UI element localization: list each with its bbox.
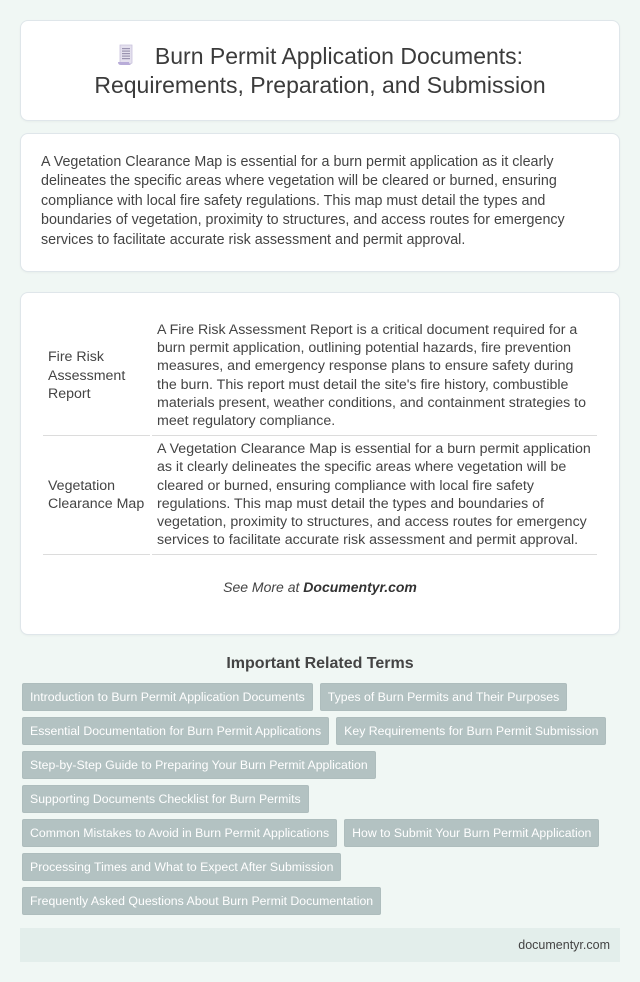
document-name: Fire Risk Assessment Report xyxy=(43,317,150,436)
footer-site-link[interactable]: documentyr.com xyxy=(518,938,610,952)
related-term-tag[interactable]: Frequently Asked Questions About Burn Permit Documentation xyxy=(22,887,381,915)
related-term-tag[interactable]: Processing Times and What to Expect After Submission xyxy=(22,853,341,881)
document-description: A Vegetation Clearance Map is essential for a burn permit application as it clearly delineates the specific areas where vegetation will be cleared or burned, ensuring compliance with local fire safety regulations. This map must detail the types and boundaries of vegetation, proximity to structures, and access routes for emergency services to facilitate accurate risk assessment and permit approval. xyxy=(152,436,597,555)
summary-text: A Vegetation Clearance Map is essential for a burn permit application as it clearly delineates the specific areas where vegetation will be cleared or burned, ensuring compliance with local fire safety regulations. This map must detail the types and boundaries of vegetation, proximity to structures, and access routes for emergency services to facilitate accurate risk assessment and permit approval. xyxy=(41,154,565,248)
footer xyxy=(20,928,620,962)
related-terms-list xyxy=(20,683,620,921)
related-term-tag[interactable]: Step-by-Step Guide to Preparing Your Burn Permit Application xyxy=(22,751,376,779)
table-row xyxy=(43,317,597,436)
page-title xyxy=(51,42,589,100)
related-term-tag[interactable]: Common Mistakes to Avoid in Burn Permit Applications xyxy=(22,819,337,847)
related-term-tag[interactable]: Key Requirements for Burn Permit Submission xyxy=(336,717,606,745)
related-term-tag[interactable]: Essential Documentation for Burn Permit Applications xyxy=(22,717,329,745)
documents-card xyxy=(20,292,620,635)
related-term-tag[interactable]: Supporting Documents Checklist for Burn Permits xyxy=(22,785,309,813)
page-title-text: Burn Permit Application Documents: Requirements, Preparation, and Submission xyxy=(94,42,546,98)
document-description: A Fire Risk Assessment Report is a critical document required for a burn permit application, outlining potential hazards, fire prevention measures, and emergency response plans to ensure safety during the burn. This report must detail the site's fire history, combustible materials present, weather conditions, and containment strategies to meet regulatory compliance. xyxy=(152,317,597,436)
summary-card xyxy=(20,133,620,272)
document-name: Vegetation Clearance Map xyxy=(43,436,150,555)
see-more-site[interactable]: Documentyr.com xyxy=(303,579,417,596)
see-more-link[interactable] xyxy=(41,579,599,595)
see-more-prefix: See More at xyxy=(223,579,304,596)
document-receipt-icon xyxy=(117,44,135,66)
related-term-tag[interactable]: How to Submit Your Burn Permit Application xyxy=(344,819,599,847)
header-card xyxy=(20,20,620,121)
related-terms-title: Important Related Terms xyxy=(226,655,414,672)
table-row xyxy=(43,436,597,555)
related-term-tag[interactable]: Introduction to Burn Permit Application Documents xyxy=(22,683,313,711)
documents-table xyxy=(41,317,599,555)
related-term-tag[interactable]: Types of Burn Permits and Their Purposes xyxy=(320,683,567,711)
